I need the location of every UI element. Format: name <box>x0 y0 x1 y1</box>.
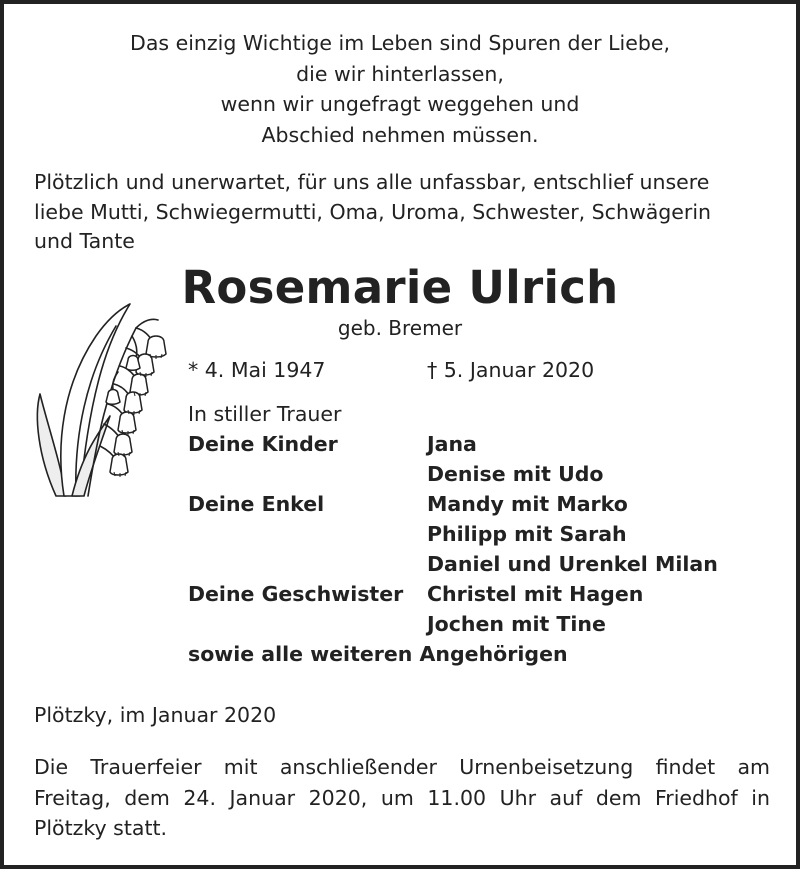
intro-text <box>34 168 774 257</box>
mourner-names: Philipp mit Sarah <box>427 522 627 546</box>
intro-line: Plötzlich und unerwartet, für uns alle unfassbar, entschlief unsere <box>34 170 710 194</box>
mourner-names: Christel mit Hagen <box>427 582 644 606</box>
mourner-names: Mandy mit Marko <box>427 492 628 516</box>
poem <box>0 28 800 150</box>
lily-of-the-valley-icon <box>26 296 186 498</box>
mourner-names: Jana <box>427 432 477 456</box>
deceased-name: Rosemarie Ulrich <box>181 261 619 314</box>
mourners-block <box>188 399 718 669</box>
poem-line: Das einzig Wichtige im Leben sind Spuren der Liebe, <box>130 31 670 55</box>
poem-line: wenn wir ungefragt weggehen und <box>220 92 580 116</box>
mourner-row <box>188 459 604 489</box>
poem-line: die wir hinterlassen, <box>296 61 504 86</box>
mourner-relation: Deine Enkel <box>188 492 325 516</box>
mourner-row <box>188 519 627 549</box>
death-date: † 5. Januar 2020 <box>427 358 595 382</box>
funeral-info <box>34 752 770 844</box>
funeral-line: Freitag, dem 24. Januar 2020, um 11.00 Uhr auf dem Friedhof in <box>34 785 770 810</box>
mourner-names: Denise mit Udo <box>427 462 604 486</box>
intro-line: liebe Mutti, Schwiegermutti, Oma, Uroma, Schwester, Schwägerin <box>34 199 712 224</box>
poem-line: Abschied nehmen müssen. <box>261 122 539 147</box>
mourners-heading-text: In stiller Trauer <box>188 402 342 426</box>
mourners-closing-row <box>188 639 568 669</box>
mourner-relation: Deine Geschwister <box>188 582 404 606</box>
mourners-closing: sowie alle weiteren Angehörigen <box>188 642 568 666</box>
funeral-line: Plötzky statt. <box>34 816 168 840</box>
intro-line: und Tante <box>34 229 135 253</box>
funeral-line: Die Trauerfeier mit anschließender Urnenbeisetzung findet am <box>34 755 770 779</box>
mourner-names: Daniel und Urenkel Milan <box>427 552 718 576</box>
mourner-row <box>188 429 477 459</box>
mourners-heading <box>188 399 341 429</box>
mourner-relation: Deine Kinder <box>188 432 338 456</box>
mourner-row <box>188 549 718 579</box>
maiden-name: geb. Bremer <box>337 316 463 340</box>
mourner-row <box>188 489 628 519</box>
birth-date: * 4. Mai 1947 <box>188 358 326 382</box>
mourner-row <box>188 579 644 609</box>
place-date: Plötzky, im Januar 2020 <box>34 703 277 727</box>
mourner-names: Jochen mit Tine <box>427 612 606 636</box>
mourner-row <box>188 609 606 639</box>
